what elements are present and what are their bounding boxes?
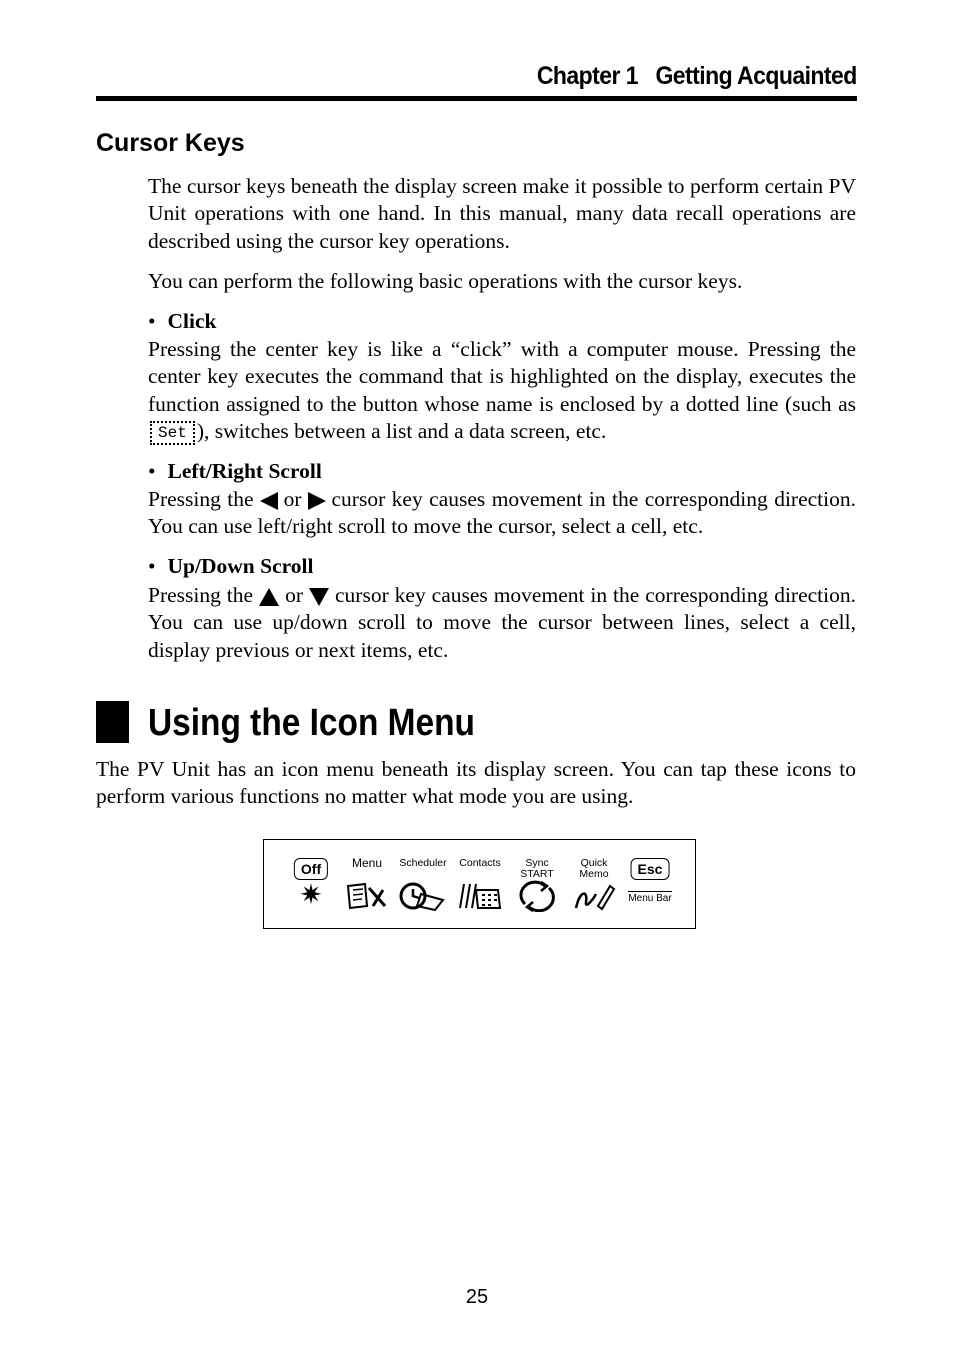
operations-intro: You can perform the following basic operations with the cursor keys. [148, 269, 743, 293]
sync-label: Sync START [520, 857, 554, 880]
bullet-lr-text: Pressing the or cursor key causes movement in the corresponding direction. You can use left/right scroll to move the cursor, select a cell, etc. [148, 487, 856, 539]
bullet-click-title: • Click [148, 309, 217, 333]
esc-icon-button[interactable] [624, 840, 676, 928]
bullet-ud-title: • Up/Down Scroll [148, 554, 314, 578]
contacts-label: Contacts [459, 857, 501, 869]
quick-memo-label: Quick Memo [579, 857, 609, 880]
icon-menu-figure [263, 839, 696, 929]
off-key: Off [294, 858, 328, 880]
quick-memo-icon-button[interactable] [567, 840, 621, 928]
sync-icon-button[interactable] [510, 840, 564, 928]
chapter-title: Chapter 1 Getting Acquainted [537, 62, 857, 90]
esc-key: Esc [631, 858, 670, 880]
off-icon-button[interactable] [286, 840, 336, 928]
bullet-lr-title: • Left/Right Scroll [148, 459, 322, 483]
power-burst-icon: ✷ [299, 879, 323, 910]
up-arrow-icon [259, 588, 279, 606]
contacts-icon-button[interactable] [454, 840, 506, 928]
down-arrow-icon [309, 588, 329, 606]
icon-menu-paragraph: The PV Unit has an icon menu beneath its display screen. You can tap these icons to perform various functions no matter what mode you are using. [96, 757, 856, 809]
intro-paragraph: The cursor keys beneath the display screen make it possible to perform certain PV Unit operations with one hand. In this manual, many data recall operations are described using the cursor key operations. [148, 174, 856, 253]
menu-bar-label: Menu Bar [628, 893, 672, 904]
scheduler-icon-button[interactable] [397, 840, 449, 928]
scheduler-clock-icon [397, 880, 449, 918]
menu-label: Menu [351, 856, 383, 870]
menu-icon-button[interactable] [342, 840, 392, 928]
page-number: 25 [465, 1286, 489, 1308]
section-marker [96, 701, 129, 743]
pen-icon [567, 880, 621, 918]
section-title: Cursor Keys [96, 129, 245, 157]
contacts-phone-icon [454, 880, 506, 918]
bullet-click-text: Pressing the center key is like a “click” with a computer mouse. Pressing the center key executes the command that is highlighted on the display, executes the function assigned to the button whose name is enclosed by a dotted line (such as Set ), switches between a list and a data screen, etc. [148, 336, 856, 445]
scheduler-label: Scheduler [399, 857, 447, 869]
icon-menu-title: Using the Icon Menu [148, 702, 475, 744]
bullet-ud-text: Pressing the or cursor key causes movement in the corresponding direction. You can use up/down scroll to move the cursor between lines, select a cell, display previous or next items, etc. [148, 583, 856, 662]
set-key-button: Set [150, 421, 195, 445]
running-header [96, 60, 857, 101]
menu-book-icon [342, 880, 392, 918]
right-arrow-icon [308, 492, 326, 510]
left-arrow-icon [260, 492, 278, 510]
sync-arrows-icon [510, 880, 564, 918]
